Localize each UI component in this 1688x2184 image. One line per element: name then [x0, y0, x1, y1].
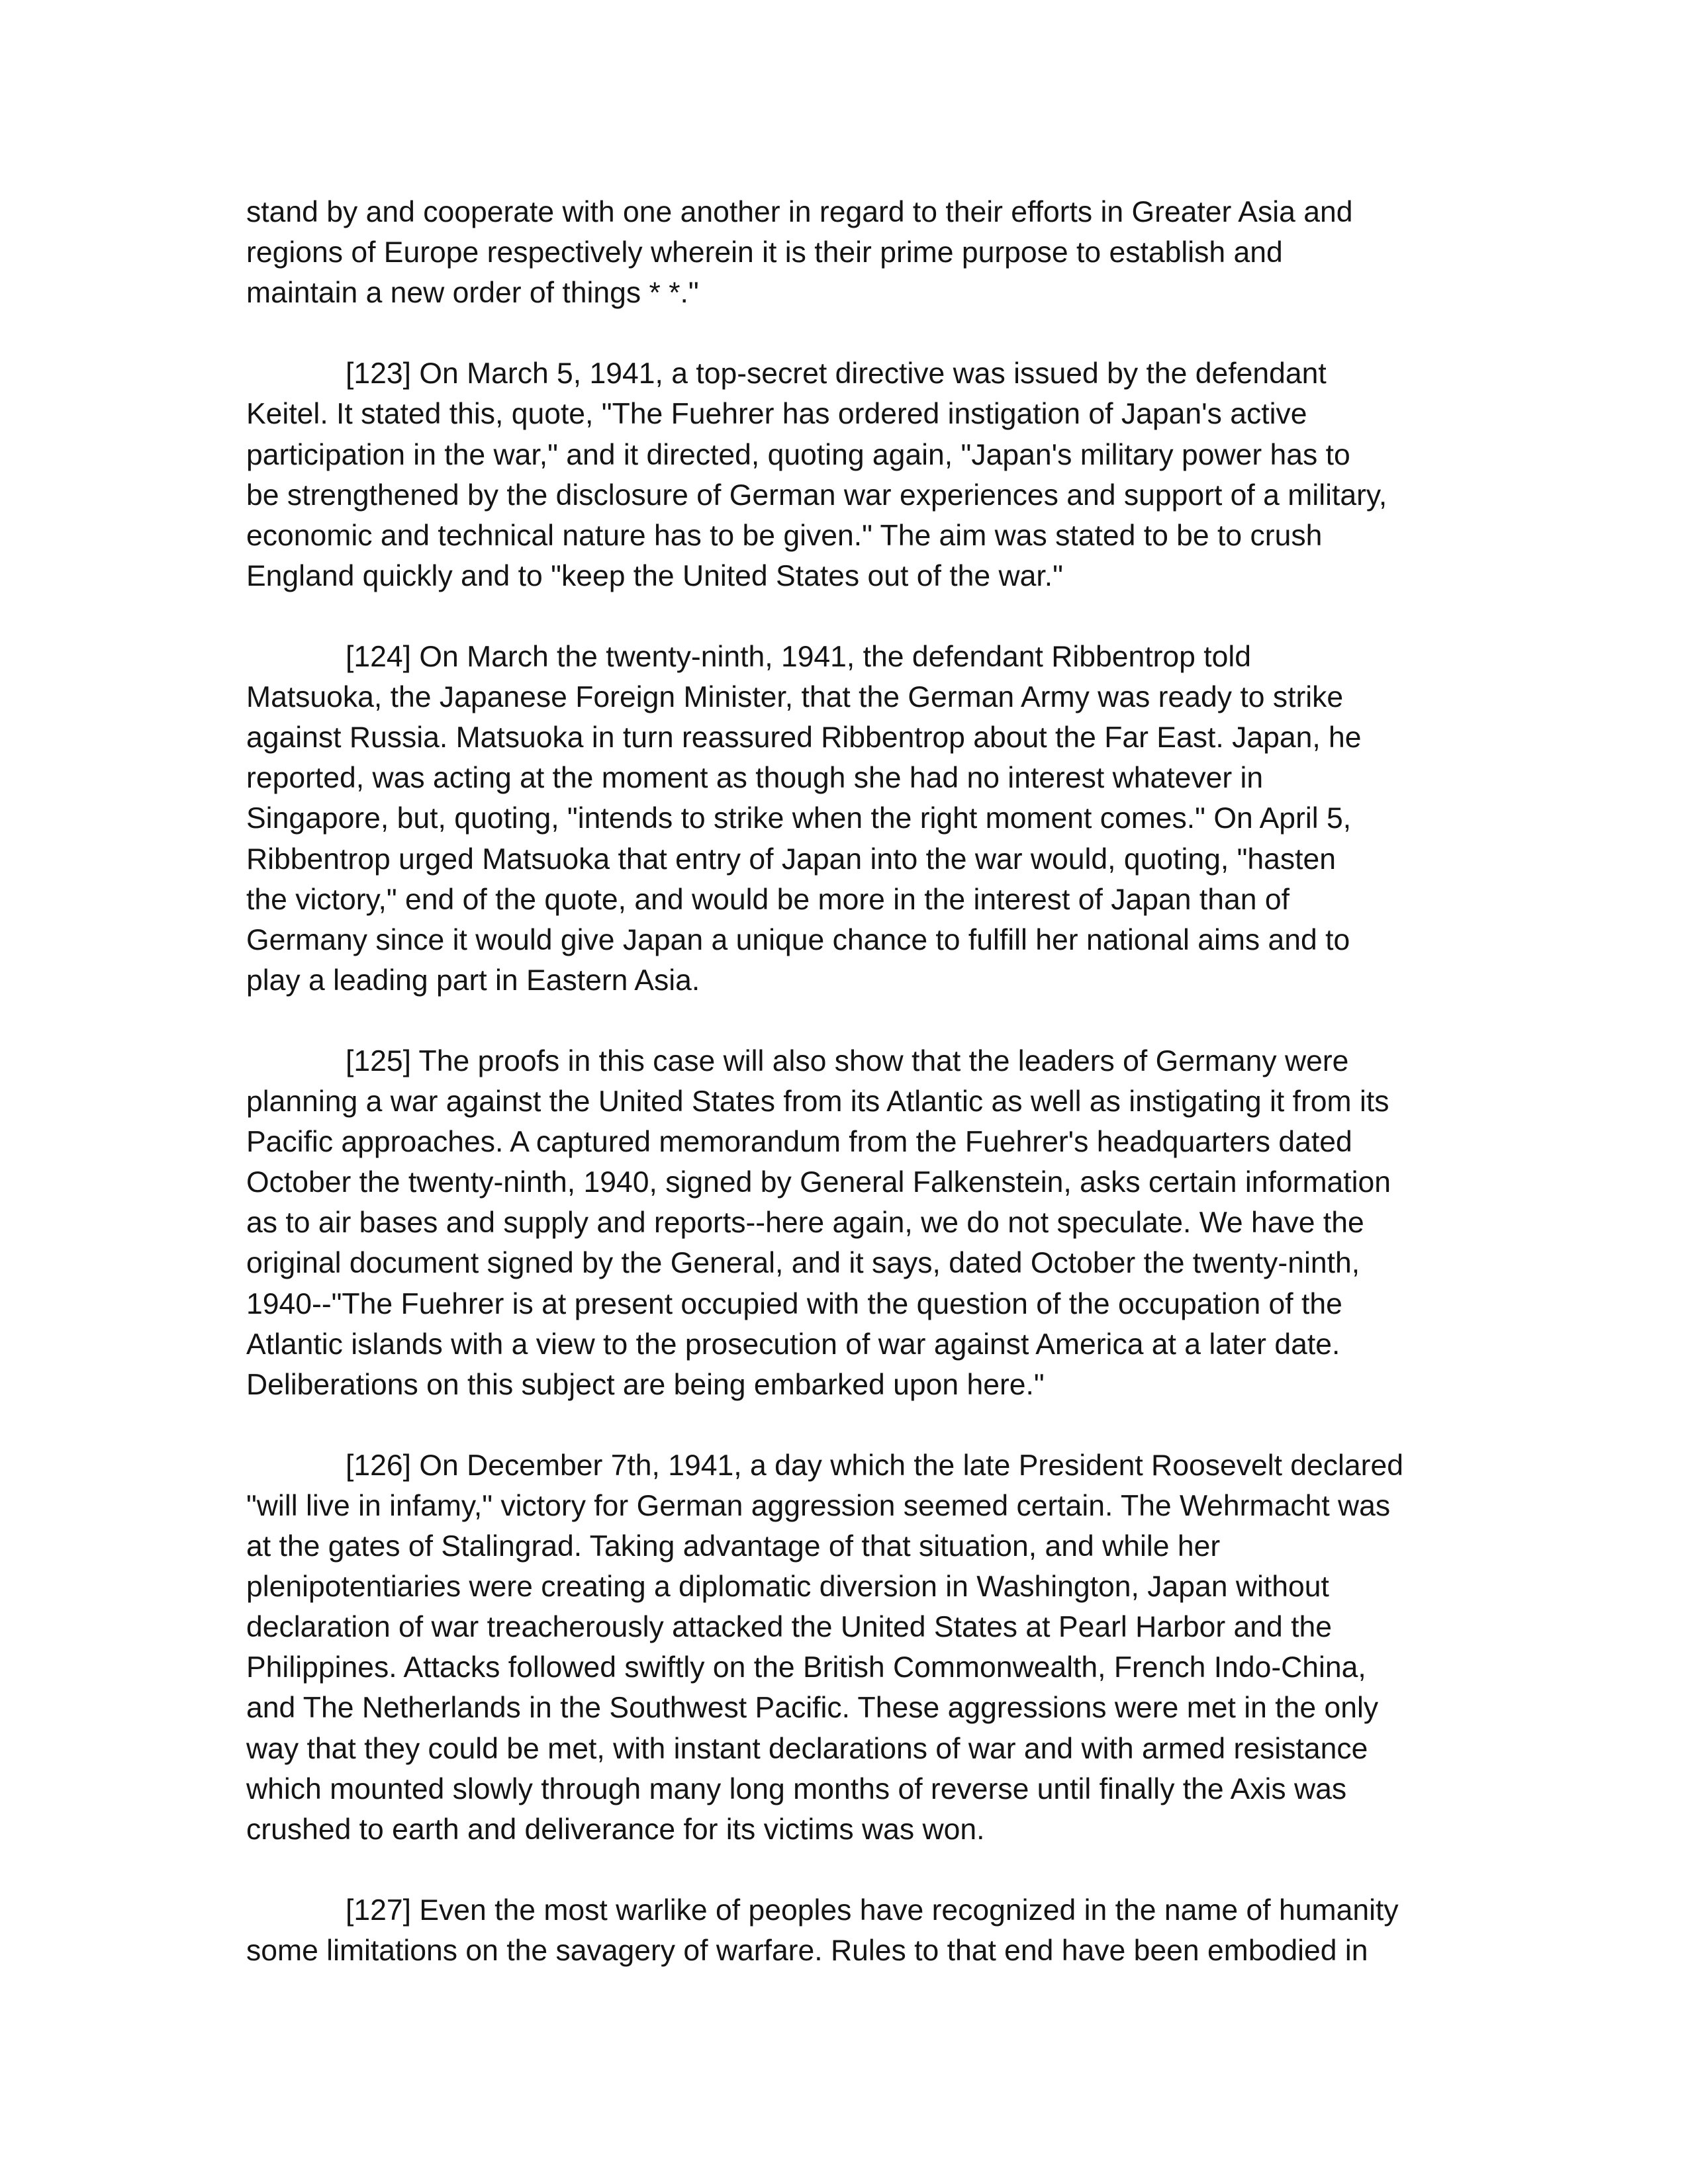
text-line: Keitel. It stated this, quote, "The Fuehrer has ordered instigation of Japan's active: [246, 398, 1307, 431]
text-line: England quickly and to "keep the United States out of the war.": [246, 559, 1063, 592]
text-line: original document signed by the General, and it says, dated October the twenty-ninth,: [246, 1247, 1360, 1280]
text-line: participation in the war," and it directed, quoting again, "Japan's military power has to: [246, 438, 1350, 471]
text-line: "will live in infamy," victory for German aggression seemed certain. The Wehrmacht was: [246, 1490, 1391, 1522]
text-line: economic and technical nature has to be given." The aim was stated to be to crush: [246, 519, 1323, 552]
text-line: October the twenty-ninth, 1940, signed by General Falkenstein, asks certain information: [246, 1166, 1391, 1199]
text-line: Atlantic islands with a view to the prosecution of war against America at a later date.: [246, 1328, 1340, 1361]
text-line: Germany since it would give Japan a unique chance to fulfill her national aims and to: [246, 923, 1350, 956]
paragraph-126: [246, 1445, 1444, 1850]
text-line: play a leading part in Eastern Asia.: [246, 964, 700, 997]
text-line: the victory," end of the quote, and would be more in the interest of Japan than of: [246, 883, 1289, 916]
text-line: Singapore, but, quoting, "intends to strike when the right moment comes." On April 5,: [246, 802, 1352, 835]
paragraph-125: [246, 1041, 1444, 1405]
text-line: be strengthened by the disclosure of German war experiences and support of a military,: [246, 478, 1387, 512]
text-line: Matsuoka, the Japanese Foreign Minister, that the German Army was ready to strike: [246, 681, 1344, 714]
paragraph-123: [246, 353, 1444, 596]
text-line: Deliberations on this subject are being embarked upon here.": [246, 1368, 1045, 1401]
text-line: at the gates of Stalingrad. Taking advantage of that situation, and while her: [246, 1530, 1221, 1563]
text-line: way that they could be met, with instant declarations of war and with armed resistance: [246, 1732, 1368, 1765]
text-line: 1940--"The Fuehrer is at present occupied with the question of the occupation of the: [246, 1287, 1342, 1320]
text-line: crushed to earth and deliverance for its victims was won.: [246, 1813, 985, 1846]
text-line: which mounted slowly through many long months of reverse until finally the Axis was: [246, 1772, 1347, 1805]
document-page: [246, 192, 1444, 1971]
text-line: as to air bases and supply and reports--here again, we do not speculate. We have the: [246, 1206, 1364, 1240]
text-line: reported, was acting at the moment as though she had no interest whatever in: [246, 762, 1264, 795]
text-line: stand by and cooperate with one another in regard to their efforts in Greater Asia and: [246, 196, 1353, 228]
text-line: plenipotentiaries were creating a diplomatic diversion in Washington, Japan without: [246, 1570, 1329, 1604]
text-line: Pacific approaches. A captured memorandum from the Fuehrer's headquarters dated: [246, 1126, 1352, 1159]
text-line: and The Netherlands in the Southwest Pacific. These aggressions were met in the only: [246, 1692, 1379, 1725]
text-line-first: [127] Even the most warlike of peoples have recognized in the name of humanity: [346, 1893, 1399, 1927]
text-line: against Russia. Matsuoka in turn reassured Ribbentrop about the Far East. Japan, he: [246, 721, 1362, 754]
text-line-first: [123] On March 5, 1941, a top-secret directive was issued by the defendant: [346, 357, 1327, 390]
text-line: regions of Europe respectively wherein it is their prime purpose to establish and: [246, 236, 1283, 269]
text-line: Ribbentrop urged Matsuoka that entry of Japan into the war would, quoting, "hasten: [246, 842, 1336, 876]
paragraph-continuation: [246, 192, 1444, 313]
paragraph-124: [246, 637, 1444, 1001]
text-line: maintain a new order of things * *.": [246, 277, 699, 310]
text-line-first: [125] The proofs in this case will also show that the leaders of Germany were: [346, 1044, 1349, 1077]
text-line-first: [124] On March the twenty-ninth, 1941, the defendant Ribbentrop told: [346, 641, 1252, 674]
text-line-first: [126] On December 7th, 1941, a day which the late President Roosevelt declared: [346, 1449, 1404, 1482]
text-line: Philippines. Attacks followed swiftly on the British Commonwealth, French Indo-China,: [246, 1651, 1366, 1684]
text-line: planning a war against the United States from its Atlantic as well as instigating it from its: [246, 1085, 1389, 1118]
paragraph-127: [246, 1890, 1444, 1971]
text-line: some limitations on the savagery of warfare. Rules to that end have been embodied in: [246, 1934, 1368, 1968]
text-line: declaration of war treacherously attacked the United States at Pearl Harbor and the: [246, 1611, 1333, 1644]
